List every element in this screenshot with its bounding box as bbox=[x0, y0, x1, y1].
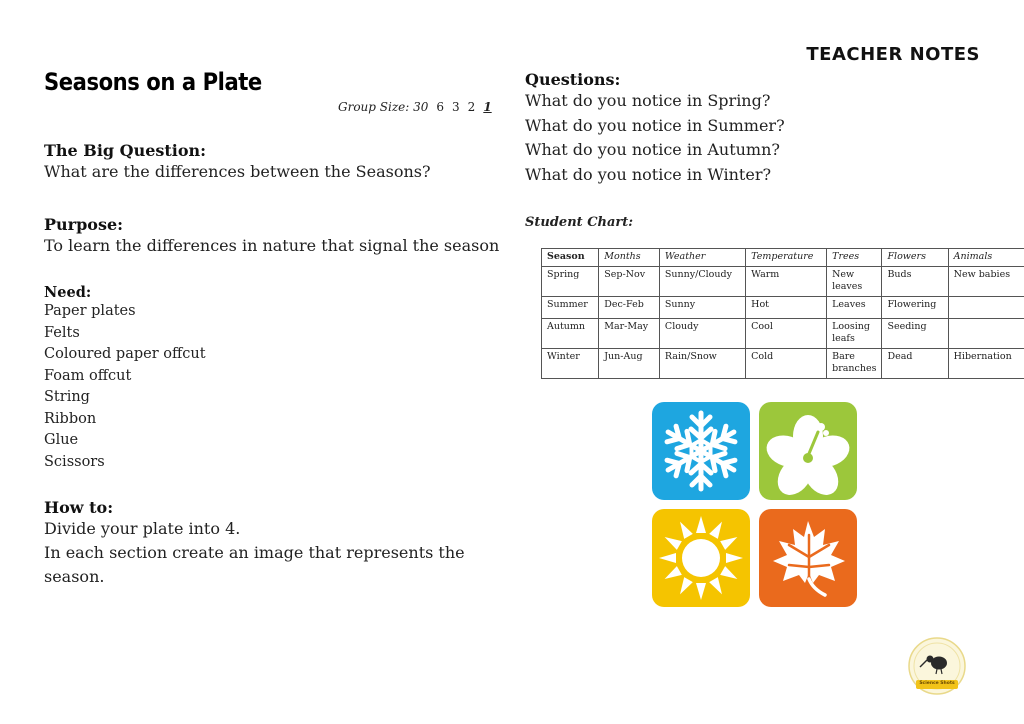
table-cell: Flowering bbox=[882, 296, 948, 318]
question-item: What do you notice in Winter? bbox=[525, 164, 772, 184]
need-section bbox=[44, 284, 206, 473]
table-cell: New leaves bbox=[827, 266, 882, 296]
list-item: Coloured paper offcut bbox=[44, 346, 206, 362]
student-chart-label: Student Chart: bbox=[525, 215, 634, 230]
table-cell: Hibernation bbox=[948, 348, 1024, 378]
column-header: Trees bbox=[827, 249, 882, 267]
snowflake-icon bbox=[652, 402, 750, 500]
table-cell: Warm bbox=[746, 266, 827, 296]
spring-tile bbox=[759, 402, 857, 500]
table-row bbox=[542, 266, 1024, 296]
table-cell: Autumn bbox=[542, 318, 599, 348]
list-item: Paper plates bbox=[44, 303, 136, 319]
hibiscus-icon bbox=[759, 402, 857, 500]
list-item: Scissors bbox=[44, 453, 105, 470]
big-question-heading: The Big Question: bbox=[44, 141, 207, 160]
column-header: Season bbox=[542, 249, 599, 267]
table-cell: Cloudy bbox=[659, 318, 745, 348]
table-cell: Cool bbox=[746, 318, 827, 348]
group-size-label: Group Size: 30 bbox=[338, 100, 429, 114]
autumn-tile bbox=[759, 509, 857, 607]
need-heading: Need: bbox=[44, 284, 92, 301]
list-item: Felts bbox=[44, 324, 80, 341]
column-header: Animals bbox=[948, 249, 1024, 267]
list-item: String bbox=[44, 389, 90, 405]
page-title: Seasons on a Plate bbox=[44, 68, 262, 96]
need-list bbox=[44, 301, 206, 473]
question-item: What do you notice in Summer? bbox=[525, 115, 785, 135]
table-cell: Dead bbox=[882, 348, 948, 378]
list-item: Ribbon bbox=[44, 410, 97, 427]
table-cell: Sep-Nov bbox=[599, 266, 660, 296]
science-shots-logo bbox=[906, 636, 968, 698]
table-cell: New babies bbox=[948, 266, 1024, 296]
how-to-line: Divide your plate into 4. bbox=[44, 519, 241, 538]
table-row bbox=[542, 296, 1024, 318]
logo-text: Science Shots bbox=[919, 681, 955, 686]
table-cell: Sunny/Cloudy bbox=[659, 266, 745, 296]
how-to-heading: How to: bbox=[44, 498, 114, 517]
table-cell: Mar-May bbox=[599, 318, 660, 348]
questions-section bbox=[525, 70, 785, 187]
big-question-section bbox=[44, 141, 431, 184]
sun-icon bbox=[652, 509, 750, 607]
table-cell: Sunny bbox=[659, 296, 745, 318]
purpose-heading: Purpose: bbox=[44, 215, 124, 234]
table-cell: Seeding bbox=[882, 318, 948, 348]
student-chart-table bbox=[541, 248, 1024, 379]
table-cell: Rain/Snow bbox=[659, 348, 745, 378]
table-cell: Hot bbox=[746, 296, 827, 318]
purpose-section bbox=[44, 215, 499, 258]
teacher-notes-label: TEACHER NOTES bbox=[806, 44, 980, 65]
column-header: Flowers bbox=[882, 249, 948, 267]
winter-tile bbox=[652, 402, 750, 500]
table-cell bbox=[948, 318, 1024, 348]
table-cell: Jun-Aug bbox=[599, 348, 660, 378]
question-item: What do you notice in Autumn? bbox=[525, 140, 780, 159]
table-cell: Cold bbox=[746, 348, 827, 378]
question-item: What do you notice in Spring? bbox=[525, 91, 771, 110]
table-cell: Dec-Feb bbox=[599, 296, 660, 318]
questions-heading: Questions: bbox=[525, 70, 621, 89]
group-size-option-selected: 1 bbox=[483, 100, 492, 114]
how-to-line: season. bbox=[44, 567, 105, 586]
group-size-option: 2 bbox=[467, 100, 476, 114]
maple-leaf-icon bbox=[759, 509, 857, 607]
table-cell: Winter bbox=[542, 348, 599, 378]
table-cell: Buds bbox=[882, 266, 948, 296]
table-row bbox=[542, 318, 1024, 348]
column-header: Months bbox=[599, 249, 660, 267]
group-size-option: 6 bbox=[436, 100, 445, 114]
table-header-row bbox=[542, 249, 1024, 267]
kiwi-bird-icon bbox=[906, 636, 968, 698]
table-cell: Spring bbox=[542, 266, 599, 296]
column-header: Temperature bbox=[746, 249, 827, 267]
list-item: Foam offcut bbox=[44, 367, 132, 384]
summer-tile bbox=[652, 509, 750, 607]
table-row bbox=[542, 348, 1024, 378]
table-cell: Bare branches bbox=[827, 348, 882, 378]
how-to-section bbox=[44, 498, 465, 589]
group-size bbox=[338, 100, 492, 114]
purpose-text: To learn the differences in nature that signal the season bbox=[44, 236, 500, 255]
big-question-text: What are the differences between the Seasons? bbox=[44, 162, 431, 181]
list-item: Glue bbox=[44, 432, 79, 448]
how-to-line: In each section create an image that represents the bbox=[44, 543, 465, 562]
group-size-option: 3 bbox=[452, 100, 460, 114]
table-cell: Summer bbox=[542, 296, 599, 318]
column-header: Weather bbox=[659, 249, 745, 267]
table-cell: Leaves bbox=[827, 296, 882, 318]
table-cell: Loosing leafs bbox=[827, 318, 882, 348]
table-cell bbox=[948, 296, 1024, 318]
